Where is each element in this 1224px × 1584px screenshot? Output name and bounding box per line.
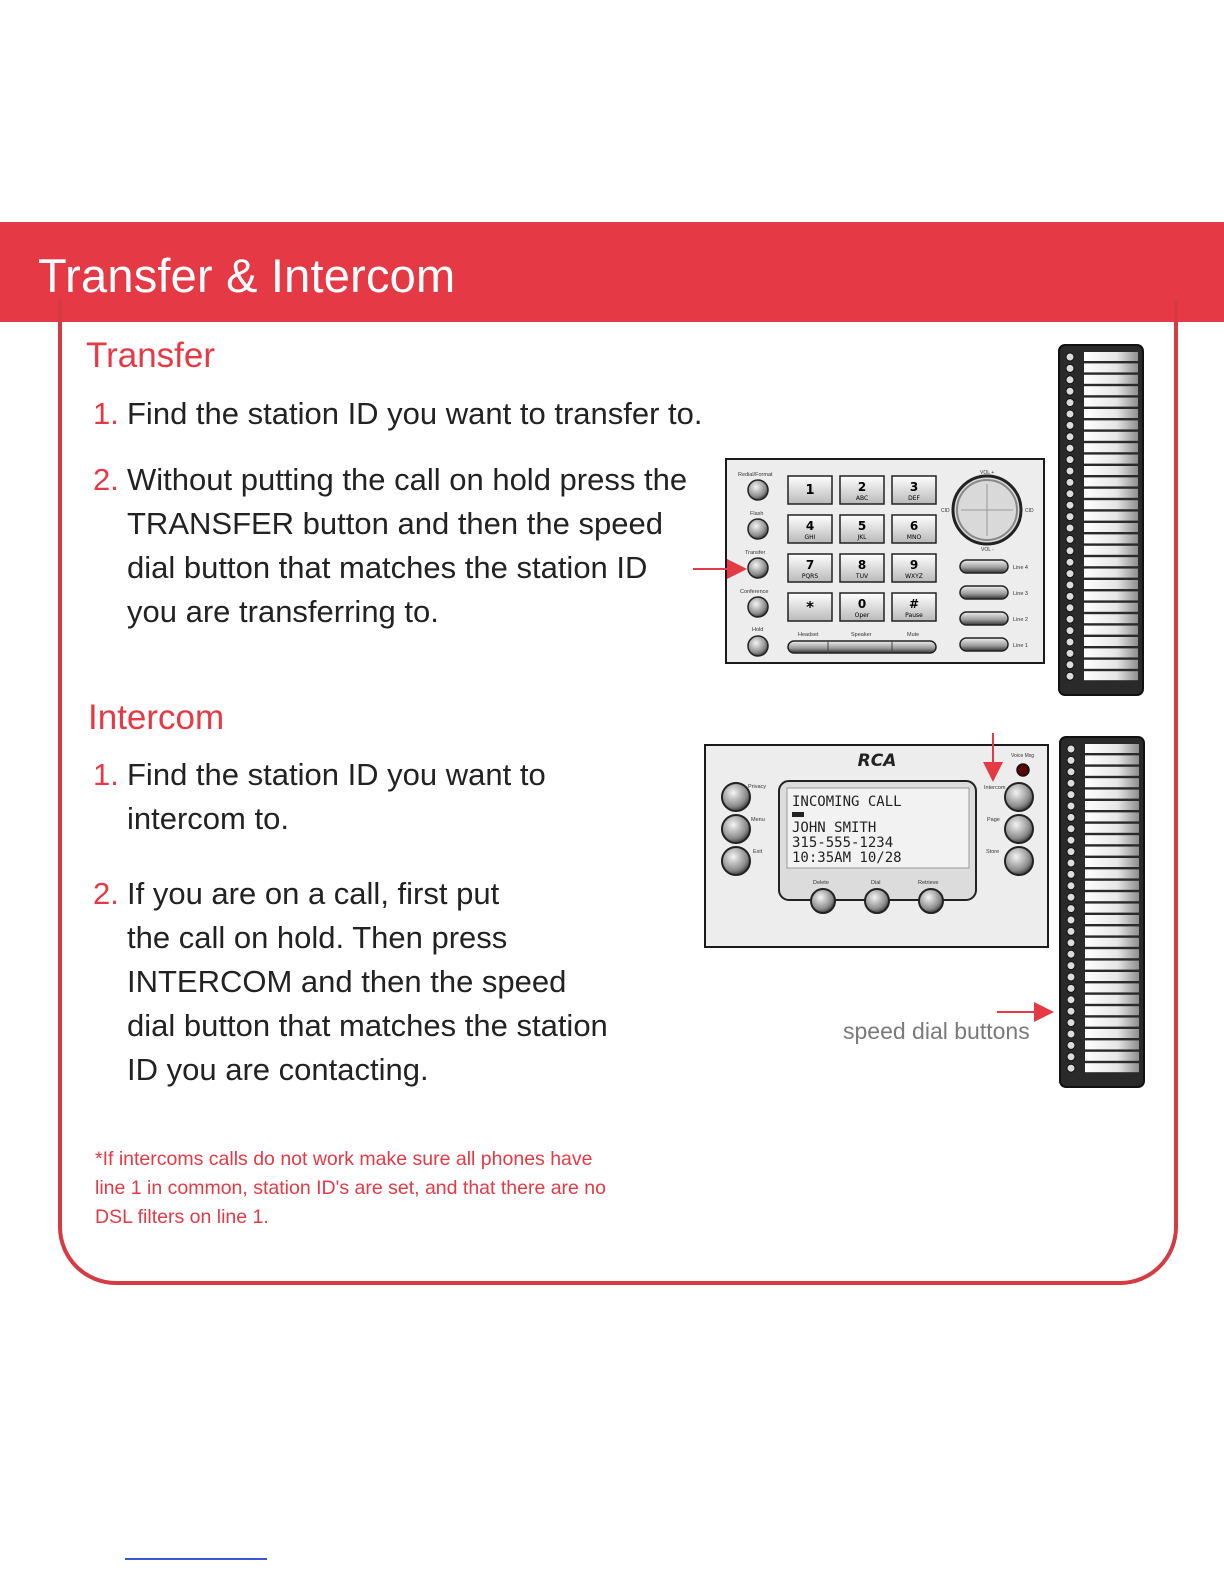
key-letters: ABC	[855, 495, 869, 502]
dial-label: Dial	[871, 880, 881, 886]
key-5	[840, 515, 884, 543]
speed-dial-button	[1085, 961, 1139, 970]
speed-dial-button	[1084, 660, 1138, 669]
footnote-line: DSL filters on line 1.	[95, 1206, 269, 1228]
speed-dial-led	[1066, 376, 1074, 384]
headset-speaker-mute-bar	[788, 632, 936, 653]
key-7	[788, 554, 832, 582]
key-star	[788, 593, 832, 621]
key-letters: Pause	[905, 612, 923, 619]
speed-dial-button	[1085, 812, 1139, 821]
speed-dial-led	[1067, 1019, 1075, 1027]
speed-dial-led	[1066, 581, 1074, 589]
key-digit: 0	[857, 597, 867, 611]
speed-dial-button	[1084, 591, 1138, 600]
speed-dial-button	[1084, 420, 1138, 429]
speed-dial-led	[1066, 478, 1074, 486]
speed-dial-button	[1084, 500, 1138, 509]
step-line: Without putting the call on hold press the	[127, 462, 688, 497]
speed-dial-button	[1084, 671, 1138, 680]
speed-dial-led	[1066, 353, 1074, 361]
screen-line: JOHN SMITH	[792, 820, 877, 836]
speed-dial-button	[1085, 847, 1139, 856]
key-digit: 7	[805, 558, 815, 572]
speed-dial-button	[1084, 614, 1138, 623]
speed-dial-led	[1066, 558, 1074, 566]
speed-dial-button	[1084, 375, 1138, 384]
speed-dial-button	[1085, 790, 1139, 799]
speed-dial-led	[1067, 1053, 1075, 1061]
page-label: Page	[987, 817, 1000, 823]
step-number: 2.	[93, 462, 119, 497]
redial-label: Redial/Format	[738, 472, 773, 478]
step-number: 1.	[93, 396, 119, 431]
speed-dial-led	[1067, 859, 1075, 867]
step-line: If you are on a call, first put	[127, 876, 500, 911]
intercom-button	[1005, 783, 1033, 811]
key-letters: PQRS	[801, 573, 819, 580]
speed-dial-button	[1084, 363, 1138, 372]
line-label: Line 3	[1013, 591, 1028, 597]
key-letters: TUV	[855, 573, 869, 580]
speed-dial-button	[1084, 648, 1138, 657]
speed-dial-led	[1067, 791, 1075, 799]
delete-button	[811, 889, 835, 913]
speed-dial-button	[1085, 801, 1139, 810]
speed-dial-led	[1067, 802, 1075, 810]
step-line: ID you are contacting.	[127, 1052, 429, 1087]
vol-up-label: VOL +	[980, 470, 995, 476]
key-9	[892, 554, 936, 582]
step-line: Find the station ID you want to transfer to.	[127, 396, 703, 431]
speed-dial-button	[1084, 443, 1138, 452]
speed-dial-button	[1085, 915, 1139, 924]
key-letters: JKL	[857, 534, 867, 541]
menu-button	[722, 815, 750, 843]
speed-dial-led	[1067, 893, 1075, 901]
delete-label: Delete	[813, 880, 829, 886]
speed-dial-led	[1066, 513, 1074, 521]
speed-dial-button	[1085, 949, 1139, 958]
speed-dial-led	[1067, 905, 1075, 913]
speed-dial-led	[1067, 1041, 1075, 1049]
store-label: Store	[986, 849, 1000, 855]
speed-dial-button	[1084, 432, 1138, 441]
step-line: intercom to.	[127, 801, 289, 836]
step-line: Find the station ID you want to	[127, 757, 546, 792]
cid-left-label: CID	[941, 508, 950, 514]
line-label: Line 4	[1013, 565, 1028, 571]
keypad-device	[726, 459, 1044, 663]
speed-dial-led	[1066, 433, 1074, 441]
step-line: you are transferring to.	[127, 594, 439, 629]
speed-dial-button	[1085, 824, 1139, 833]
speed-dial-button	[1085, 858, 1139, 867]
speed-dial-led	[1067, 916, 1075, 924]
speed-dial-led	[1067, 984, 1075, 992]
speed-dial-button	[1084, 580, 1138, 589]
speed-dial-led	[1067, 745, 1075, 753]
speed-dial-button	[1085, 835, 1139, 844]
step-number: 1.	[93, 757, 119, 792]
speed-dial-button	[1084, 569, 1138, 578]
speed-dial-led	[1066, 570, 1074, 578]
speed-dial-button	[1084, 637, 1138, 646]
speed-dial-button	[1085, 1063, 1139, 1072]
speed-dial-led	[1067, 1007, 1075, 1015]
intercom-heading: Intercom	[88, 698, 225, 737]
key-letters: WXYZ	[905, 573, 923, 580]
speed-dial-led	[1067, 996, 1075, 1004]
privacy-button	[722, 783, 750, 811]
speed-dial-button	[1085, 744, 1139, 753]
rca-logo-text: RCA	[857, 751, 897, 771]
page-button	[1005, 815, 1033, 843]
step-line: TRANSFER button and then the speed	[127, 506, 663, 541]
speed-dial-led	[1066, 672, 1074, 680]
key-digit: 8	[857, 558, 867, 572]
intercom-label: Intercom	[984, 785, 1006, 791]
speed-dial-led	[1067, 836, 1075, 844]
exit-label: Exit	[753, 849, 763, 855]
speed-dial-button	[1084, 523, 1138, 532]
mute-label: Mute	[907, 632, 920, 638]
speed-dial-button	[1084, 489, 1138, 498]
speed-dial-button	[1085, 767, 1139, 776]
speed-dial-button	[1085, 881, 1139, 890]
key-digit: 9	[909, 558, 919, 572]
speed-dial-led	[1067, 882, 1075, 890]
speed-dial-button	[1084, 398, 1138, 407]
speed-dial-button	[1084, 512, 1138, 521]
privacy-label: Privacy	[748, 784, 767, 790]
screen-line: 315-555-1234	[792, 835, 894, 851]
speed-dial-led	[1067, 768, 1075, 776]
speed-dial-led	[1067, 927, 1075, 935]
screen-line: INCOMING CALL	[792, 794, 902, 810]
speed-dial-button	[1085, 755, 1139, 764]
key-digit: 5	[857, 519, 867, 533]
speed-dial-led	[1066, 410, 1074, 418]
speed-dial-button	[1084, 352, 1138, 361]
key-digit: #	[908, 597, 920, 611]
retrieve-label: Retrieve	[918, 880, 939, 886]
speed-dial-led	[1066, 490, 1074, 498]
step-line: dial button that matches the station	[127, 1008, 608, 1043]
speed-dial-led	[1066, 592, 1074, 600]
dial-button	[865, 889, 889, 913]
key-4	[788, 515, 832, 543]
cid-right-label: CID	[1025, 508, 1034, 514]
speed-dial-button	[1085, 1029, 1139, 1038]
headset-label: Headset	[798, 632, 819, 638]
speed-dial-led	[1067, 973, 1075, 981]
key-letters: GHI	[804, 534, 816, 541]
speed-dial-button	[1085, 926, 1139, 935]
display-device	[705, 745, 1048, 947]
speed-dial-button	[1084, 557, 1138, 566]
speed-dial-led	[1067, 939, 1075, 947]
key-digit: *	[806, 598, 814, 616]
speed-dial-led	[1066, 387, 1074, 395]
key-1	[788, 476, 832, 504]
key-digit: 1	[805, 483, 815, 498]
speed-dial-led	[1067, 870, 1075, 878]
key-letters: MNO	[906, 534, 922, 541]
step-number: 2.	[93, 876, 119, 911]
speaker-label: Speaker	[851, 632, 872, 638]
battery-icon	[792, 812, 804, 817]
speed-dial-led	[1066, 421, 1074, 429]
flash-label: Flash	[750, 511, 764, 517]
speed-dial-button	[1084, 466, 1138, 475]
speed-dial-button	[1085, 1006, 1139, 1015]
key-digit: 2	[857, 480, 867, 494]
speed-dial-button	[1085, 1052, 1139, 1061]
voice-msg-label: Voice Msg	[1011, 753, 1035, 759]
speed-dial-button	[1085, 778, 1139, 787]
speed-dial-button	[1084, 477, 1138, 486]
speed-dial-led	[1066, 649, 1074, 657]
speed-dial-button	[1085, 983, 1139, 992]
key-digit: 4	[805, 519, 815, 533]
key-0	[840, 593, 884, 621]
footnote-line: line 1 in common, station ID's are set, and that there are no	[95, 1177, 606, 1199]
footer-link-underline	[125, 1558, 267, 1560]
speed-dial-led	[1066, 638, 1074, 646]
speed-dial-led	[1066, 364, 1074, 372]
speed-dial-led	[1067, 779, 1075, 787]
speed-dial-button	[1085, 972, 1139, 981]
menu-label: Menu	[751, 817, 765, 823]
voice-msg-indicator	[1017, 764, 1029, 776]
step-line: dial button that matches the station ID	[127, 550, 648, 585]
speed-dial-led	[1066, 524, 1074, 532]
key-digit: 6	[909, 519, 919, 533]
speed-dial-label: speed dial buttons	[843, 1018, 1030, 1044]
store-button	[1005, 847, 1033, 875]
footnote-line: *If intercoms calls do not work make sure all phones have	[95, 1148, 593, 1170]
speed-dial-led	[1067, 825, 1075, 833]
line-label: Line 2	[1013, 617, 1028, 623]
speed-dial-button	[1085, 1018, 1139, 1027]
speed-dial-button	[1085, 938, 1139, 947]
step-line: INTERCOM and then the speed	[127, 964, 567, 999]
screen-line: 10:35AM 10/28	[792, 850, 902, 866]
speed-dial-led	[1067, 1064, 1075, 1072]
speed-dial-led	[1066, 501, 1074, 509]
key-letters: Oper	[854, 612, 870, 619]
speed-dial-button	[1084, 409, 1138, 418]
key-3	[892, 476, 936, 504]
speed-dial-button	[1084, 546, 1138, 555]
speed-dial-led	[1067, 1030, 1075, 1038]
speed-dial-button	[1085, 869, 1139, 878]
speed-dial-button	[1084, 386, 1138, 395]
speed-dial-led	[1066, 615, 1074, 623]
speed-dial-led	[1066, 456, 1074, 464]
vol-down-label: VOL -	[981, 547, 994, 553]
speed-dial-button	[1084, 603, 1138, 612]
exit-button	[722, 847, 750, 875]
speed-dial-led	[1066, 661, 1074, 669]
key-pound	[892, 593, 936, 621]
speed-dial-button	[1085, 995, 1139, 1004]
speed-dial-button	[1084, 455, 1138, 464]
speed-dial-strip-top	[1059, 345, 1143, 695]
speed-dial-button	[1085, 892, 1139, 901]
speed-dial-led	[1066, 604, 1074, 612]
speed-dial-led	[1067, 848, 1075, 856]
speed-dial-led	[1066, 627, 1074, 635]
step-line: the call on hold. Then press	[127, 920, 508, 955]
speed-dial-led	[1066, 547, 1074, 555]
speed-dial-led	[1067, 756, 1075, 764]
speed-dial-button	[1085, 1040, 1139, 1049]
speed-dial-button	[1085, 904, 1139, 913]
hold-label: Hold	[752, 627, 764, 633]
speed-dial-led	[1066, 535, 1074, 543]
page-title: Transfer & Intercom	[38, 249, 456, 302]
key-2	[840, 476, 884, 504]
retrieve-button	[919, 889, 943, 913]
transfer-label: Transfer	[745, 550, 766, 556]
speed-dial-led	[1067, 962, 1075, 970]
speed-dial-led	[1066, 399, 1074, 407]
key-6	[892, 515, 936, 543]
speed-dial-led	[1066, 467, 1074, 475]
key-8	[840, 554, 884, 582]
speed-dial-strip-bottom	[1060, 737, 1144, 1087]
conference-label: Conference	[740, 589, 769, 595]
key-digit: 3	[909, 480, 919, 494]
speed-dial-led	[1067, 813, 1075, 821]
speed-dial-button	[1084, 626, 1138, 635]
key-letters: DEF	[908, 495, 920, 502]
transfer-heading: Transfer	[86, 336, 216, 375]
speed-dial-button	[1084, 534, 1138, 543]
line-label: Line 1	[1013, 643, 1028, 649]
speed-dial-led	[1067, 950, 1075, 958]
speed-dial-led	[1066, 444, 1074, 452]
